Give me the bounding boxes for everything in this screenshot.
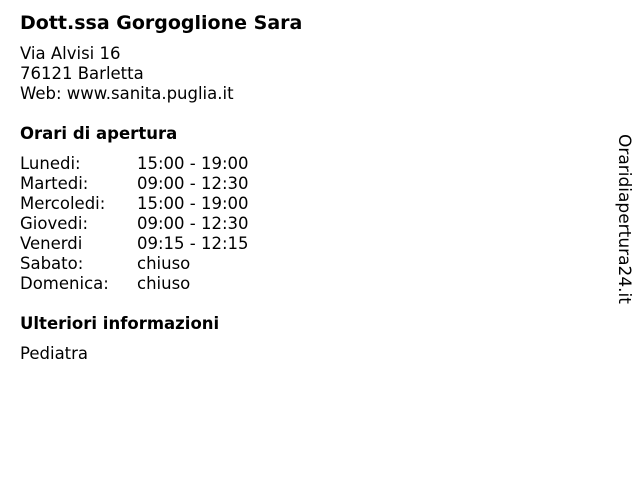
time-value: 09:15 - 12:15 bbox=[137, 234, 249, 253]
day-label: Mercoledi: bbox=[20, 194, 106, 213]
specialty-text: Pediatra bbox=[20, 344, 89, 363]
time-value: 09:00 - 12:30 bbox=[137, 214, 249, 233]
time-value: 15:00 - 19:00 bbox=[137, 154, 249, 173]
additional-info-heading: Ulteriori informazioni bbox=[20, 314, 220, 333]
opening-hours-heading: Orari di apertura bbox=[20, 124, 178, 143]
hours-row-thursday bbox=[20, 214, 249, 234]
street-address: Via Alvisi 16 bbox=[20, 44, 121, 63]
time-value: 15:00 - 19:00 bbox=[137, 194, 249, 213]
hours-row-saturday bbox=[20, 254, 249, 274]
day-label: Sabato: bbox=[20, 254, 84, 273]
hours-row-monday bbox=[20, 154, 249, 174]
day-label: Giovedi: bbox=[20, 214, 88, 233]
time-value: 09:00 - 12:30 bbox=[137, 174, 249, 193]
time-value: chiuso bbox=[137, 254, 191, 273]
day-label: Lunedi: bbox=[20, 154, 81, 173]
hours-row-wednesday bbox=[20, 194, 249, 214]
hours-row-sunday bbox=[20, 274, 249, 294]
address-block bbox=[20, 44, 234, 104]
website: Web: www.sanita.puglia.it bbox=[20, 84, 234, 103]
hours-row-tuesday bbox=[20, 174, 249, 194]
city-postal: 76121 Barletta bbox=[20, 64, 144, 83]
opening-hours-table bbox=[20, 154, 249, 294]
site-watermark: Oraridiapertura24.it bbox=[614, 134, 634, 304]
hours-row-friday bbox=[20, 234, 249, 254]
day-label: Venerdi bbox=[20, 234, 83, 253]
doctor-name: Dott.ssa Gorgoglione Sara bbox=[20, 12, 303, 34]
time-value: chiuso bbox=[137, 274, 191, 293]
day-label: Domenica: bbox=[20, 274, 109, 293]
day-label: Martedi: bbox=[20, 174, 89, 193]
